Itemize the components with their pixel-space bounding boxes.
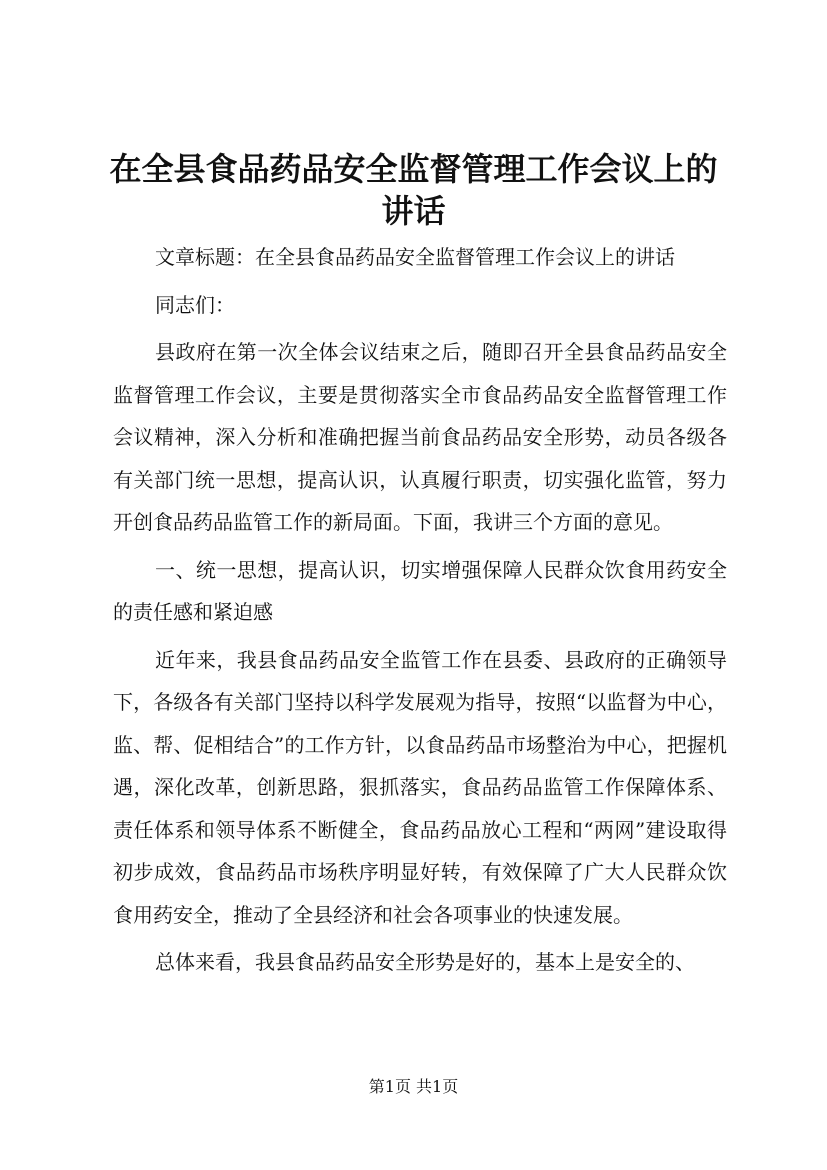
paragraph-salutation: 同志们： <box>155 292 235 317</box>
paragraph-recent-years: 近年来，我县食品药品安全监管工作在县委、县政府的正确领导下，各级各有关部门坚持以科学发展观为指导，按照“以监督为中心，监、帮、促相结合”的工作方针，以食品药品市场整治为中心，把握机遇，深化改革，创新思路，狠抓落实，食品药品监管工作保障体系、责任体系和领导体系不断健全，食品药品放心工程和“两网”建设取得初步成效，食品药品市场秩序明显好转，有效保障了广大人民群众饮食用药安全，推动了全县经济和社会各项事业的快速发展。 <box>113 647 727 927</box>
page-title: 在全县食品药品安全监督管理工作会议上的讲话 <box>109 150 718 230</box>
page-footer <box>0 1077 827 1097</box>
paragraph-article-title: 文章标题：在全县食品药品安全监督管理工作会议上的讲话 <box>155 245 675 269</box>
section-heading-1: 一、统一思想，提高认识，切实增强保障人民群众饮食用药安全的责任感和紧迫感 <box>113 557 727 624</box>
paragraph-overall: 总体来看，我县食品药品安全形势是好的，基本上是安全的、 <box>155 950 695 974</box>
page-number-label: 第1页 共1页 <box>368 1077 459 1096</box>
document-body <box>113 236 727 989</box>
paragraph-intro: 县政府在第一次全体会议结束之后，随即召开全县食品药品安全监督管理工作会议，主要是贯彻落实全市食品药品安全监督管理工作会议精神，深入分析和准确把握当前食品药品安全形势，动员各级各有关部门统一思想，提高认识，认真履行职责，切实强化监管，努力开创食品药品监管工作的新局面。下面，我讲三个方面的意见。 <box>113 340 727 534</box>
